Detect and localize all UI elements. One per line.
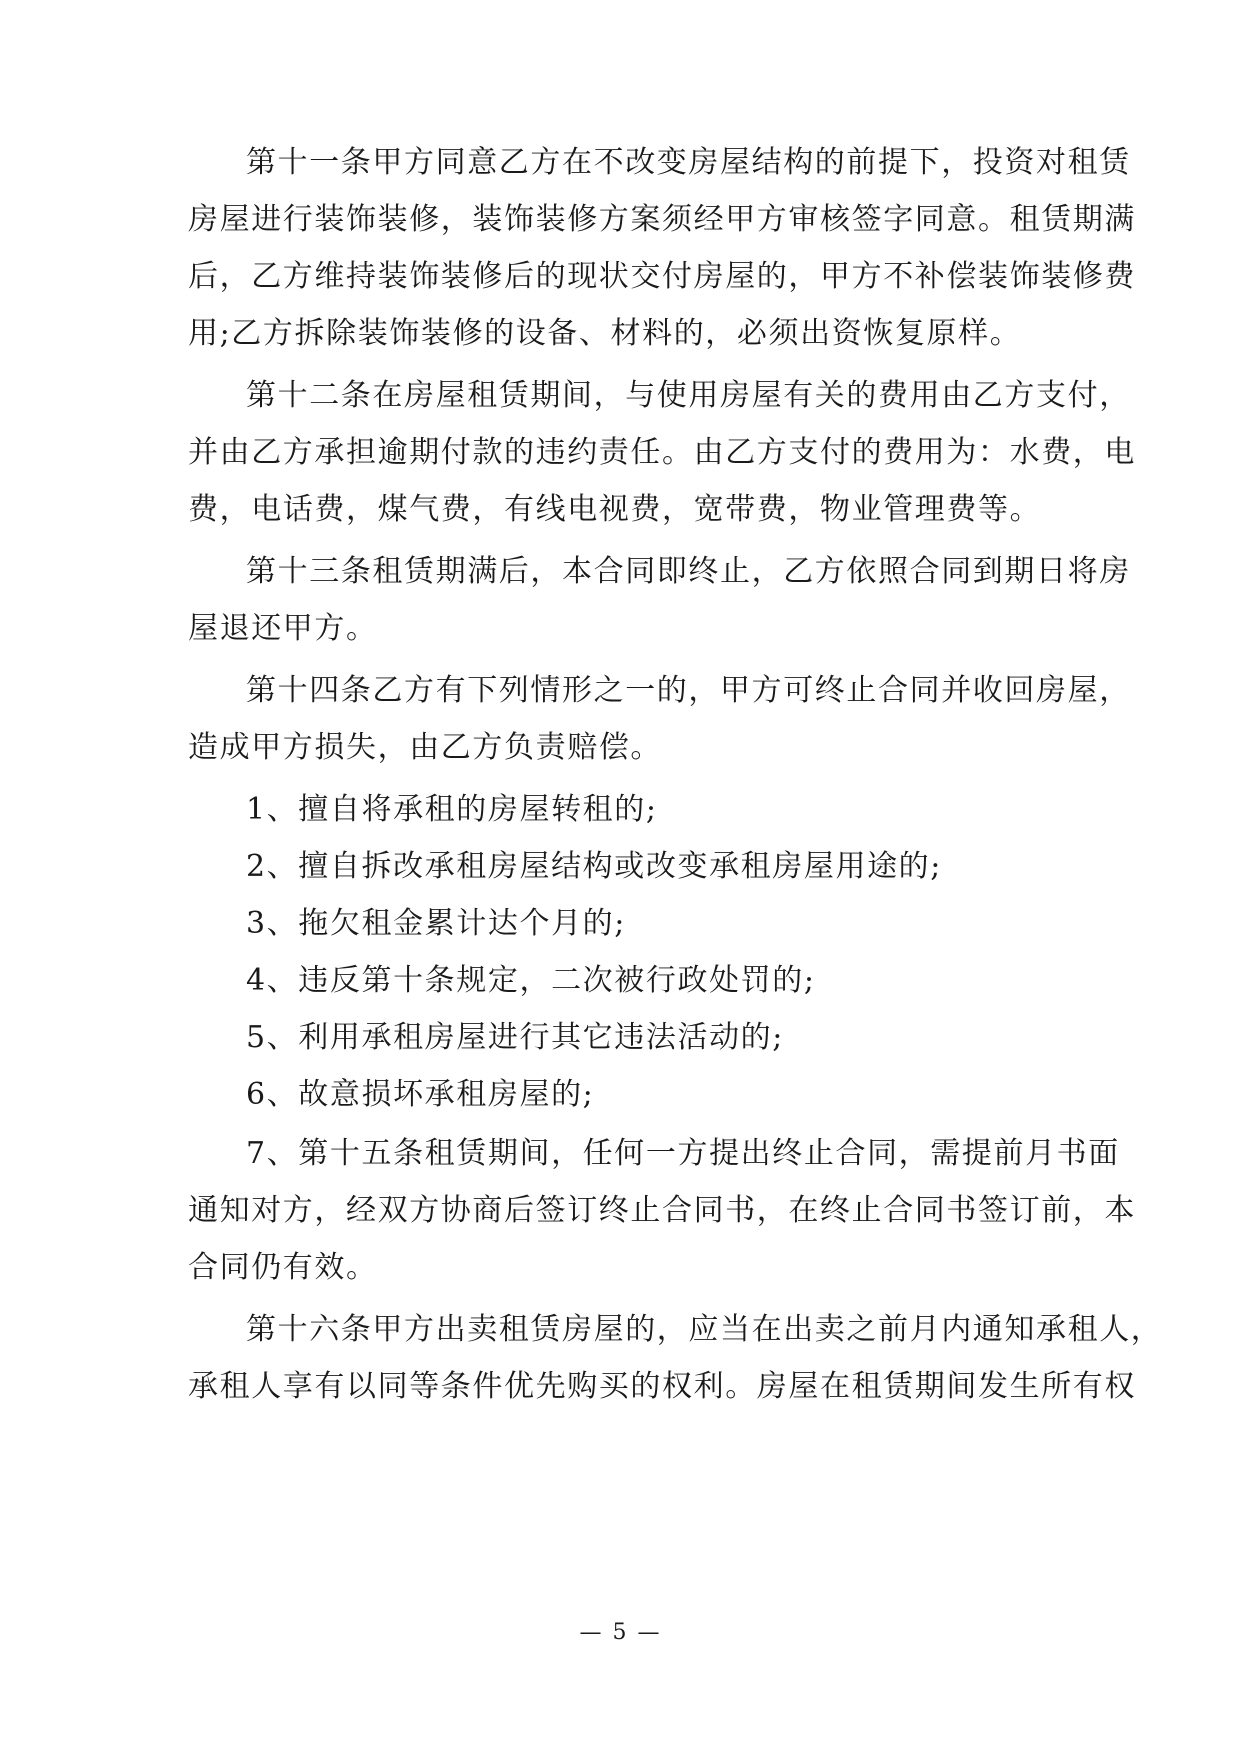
article-14-line-1: 第十四条乙方有下列情形之一的，甲方可终止合同并收回房屋， (246, 673, 1131, 708)
list-item: 5、利用承租房屋进行其它违法活动的; (246, 1020, 784, 1055)
page-number: — 5 — (579, 1620, 662, 1645)
list-item: 6、故意损坏承租房屋的; (246, 1077, 595, 1112)
list-item: 2、擅自拆改承租房屋结构或改变承租房屋用途的; (246, 849, 942, 884)
article-12-line-3: 费，电话费，煤气费，有线电视费，宽带费，物业管理费等。 (188, 492, 1042, 527)
article-11-line-2: 房屋进行装饰装修，装饰装修方案须经甲方审核签字同意。租赁期满 (188, 202, 1136, 237)
article-12-line-1: 第十二条在房屋租赁期间，与使用房屋有关的费用由乙方支付， (246, 378, 1131, 413)
list-item: 1、擅自将承租的房屋转租的; (246, 792, 658, 827)
article-12-line-2: 并由乙方承担逾期付款的违约责任。由乙方支付的费用为：水费，电 (188, 435, 1136, 470)
article-11-line-3: 后，乙方维持装饰装修后的现状交付房屋的，甲方不补偿装饰装修费 (188, 259, 1136, 294)
article-16-line-2: 承租人享有以同等条件优先购买的权利。房屋在租赁期间发生所有权 (188, 1369, 1136, 1404)
article-11-line-4: 用;乙方拆除装饰装修的设备、材料的，必须出资恢复原样。 (188, 316, 1022, 351)
item-7-line-3: 合同仍有效。 (188, 1250, 378, 1285)
article-13-line-1: 第十三条租赁期满后，本合同即终止，乙方依照合同到期日将房 (246, 554, 1131, 589)
article-16-line-1: 第十六条甲方出卖租赁房屋的，应当在出卖之前月内通知承租人， (246, 1312, 1163, 1347)
article-13-line-2: 屋退还甲方。 (188, 611, 378, 646)
article-14-line-2: 造成甲方损失，由乙方负责赔偿。 (188, 730, 662, 765)
item-7-line-1: 7、第十五条租赁期间，任何一方提出终止合同，需提前月书面 (246, 1136, 1120, 1171)
list-item: 4、违反第十条规定，二次被行政处罚的; (246, 963, 816, 998)
list-item: 3、拖欠租金累计达个月的; (246, 906, 626, 941)
article-11-line-1: 第十一条甲方同意乙方在不改变房屋结构的前提下，投资对租赁 (246, 145, 1131, 180)
item-7-line-2: 通知对方，经双方协商后签订终止合同书，在终止合同书签订前，本 (188, 1193, 1136, 1228)
